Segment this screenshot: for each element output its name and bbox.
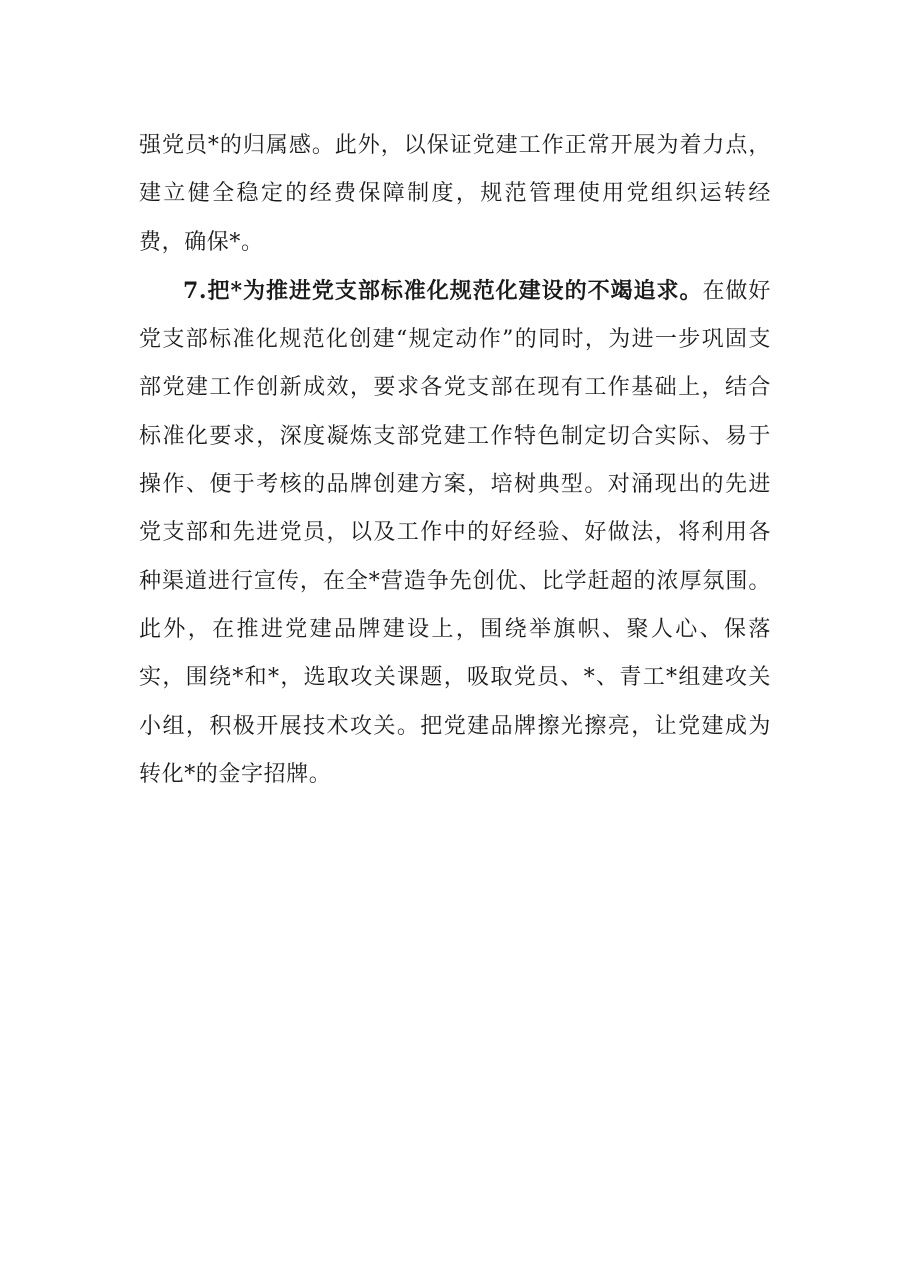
paragraph-continuation bbox=[139, 122, 771, 267]
paragraph-text: 强党员*的归属感。此外，以保证党建工作正常开展为着力点，建立健全稳定的经费保障制度，规范管理使用党组织运转经费，确保*。 bbox=[139, 133, 771, 255]
paragraph-item-7 bbox=[139, 267, 771, 799]
document-body bbox=[139, 122, 771, 799]
paragraph-text: 在做好党支部标准化规范化创建“规定动作”的同时，为进一步巩固支部党建工作创新成效，要求各党支部在现有工作基础上，结合标准化要求，深度凝炼支部党建工作特色制定切合实际、易于操作、便于考核的品牌创建方案，培树典型。对涌现出的先进党支部和先进党员，以及工作中的好经验、好做法，将利用各种渠道进行宣传，在全*营造争先创优、比学赶超的浓厚氛围。此外，在推进党建品牌建设上，围绕举旗帜、聚人心、保落实，围绕*和*，选取攻关课题，吸取党员、*、青工*组建攻关小组，积极开展技术攻关。把党建品牌擦光擦亮，让党建成为转化*的金字招牌。 bbox=[139, 278, 771, 787]
paragraph-heading: 7.把*为推进党支部标准化规范化建设的不竭追求。 bbox=[183, 277, 703, 304]
